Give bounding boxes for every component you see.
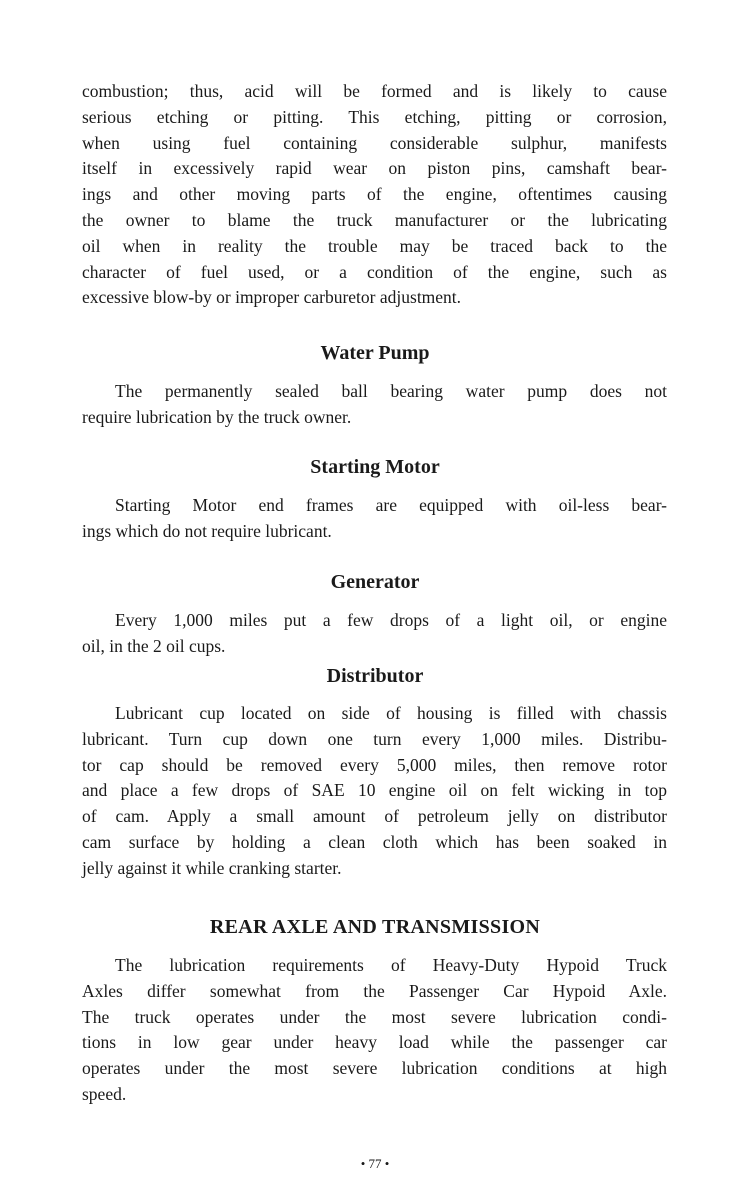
heading-generator: Generator bbox=[330, 571, 420, 593]
paragraph-distributor bbox=[82, 701, 667, 882]
page-number: • 77 • bbox=[360, 1156, 390, 1171]
heading-starting-motor: Starting Motor bbox=[310, 456, 440, 478]
paragraph-rear-axle bbox=[82, 953, 667, 1108]
text-line: of cam. Apply a small amount of petroleum jelly on distributor bbox=[82, 806, 667, 827]
text-line: The truck operates under the most severe lubrication condi- bbox=[82, 1006, 667, 1027]
text-line: The lubrication requirements of Heavy-Duty Hypoid Truck bbox=[115, 955, 667, 975]
text-line: itself in excessively rapid wear on piston pins, camshaft bear- bbox=[82, 158, 667, 179]
heading-distributor: Distributor bbox=[326, 665, 424, 687]
text-line: oil, in the 2 oil cups. bbox=[82, 635, 226, 656]
heading-rear-axle-transmission: REAR AXLE AND TRANSMISSION bbox=[209, 916, 541, 938]
text-line: ings which do not require lubricant. bbox=[82, 520, 332, 541]
text-line: character of fuel used, or a condition of the engine, such as bbox=[82, 261, 667, 282]
text-line: the owner to blame the truck manufacturer or the lubricating bbox=[82, 209, 667, 230]
text-line: Lubricant cup located on side of housing is filled with chassis bbox=[115, 703, 667, 723]
text-line: cam surface by holding a clean cloth which has been soaked in bbox=[82, 831, 667, 852]
text-line: excessive blow-by or improper carburetor adjustment. bbox=[82, 287, 462, 308]
text-line: jelly against it while cranking starter. bbox=[82, 857, 342, 878]
text-line: combustion; thus, acid will be formed and is likely to cause bbox=[82, 81, 667, 101]
text-line: The permanently sealed ball bearing water pump does not bbox=[115, 381, 667, 401]
text-line: ings and other moving parts of the engine, oftentimes causing bbox=[82, 184, 667, 205]
text-line: oil when in reality the trouble may be traced back to the bbox=[82, 235, 667, 256]
paragraph-starting-motor bbox=[82, 493, 667, 545]
text-line: require lubrication by the truck owner. bbox=[82, 406, 352, 427]
paragraph-water-pump bbox=[82, 379, 667, 431]
text-line: lubricant. Turn cup down one turn every 1,000 miles. Distribu- bbox=[82, 728, 667, 749]
paragraph-combustion bbox=[82, 79, 667, 311]
text-line: when using fuel containing considerable sulphur, manifests bbox=[82, 132, 667, 153]
text-line: serious etching or pitting. This etching, pitting or corrosion, bbox=[82, 106, 667, 127]
text-line: Axles differ somewhat from the Passenger Car Hypoid Axle. bbox=[82, 980, 667, 1001]
text-line: Starting Motor end frames are equipped with oil-less bear- bbox=[115, 495, 667, 515]
text-line: and place a few drops of SAE 10 engine oil on felt wicking in top bbox=[82, 780, 667, 801]
text-line: Every 1,000 miles put a few drops of a light oil, or engine bbox=[115, 610, 667, 630]
text-line: tions in low gear under heavy load while the passenger car bbox=[82, 1032, 667, 1053]
text-line: tor cap should be removed every 5,000 miles, then remove rotor bbox=[82, 754, 667, 775]
text-line: speed. bbox=[82, 1083, 127, 1104]
heading-water-pump: Water Pump bbox=[320, 342, 430, 364]
text-line: operates under the most severe lubrication conditions at high bbox=[82, 1058, 667, 1079]
paragraph-generator bbox=[82, 608, 667, 660]
